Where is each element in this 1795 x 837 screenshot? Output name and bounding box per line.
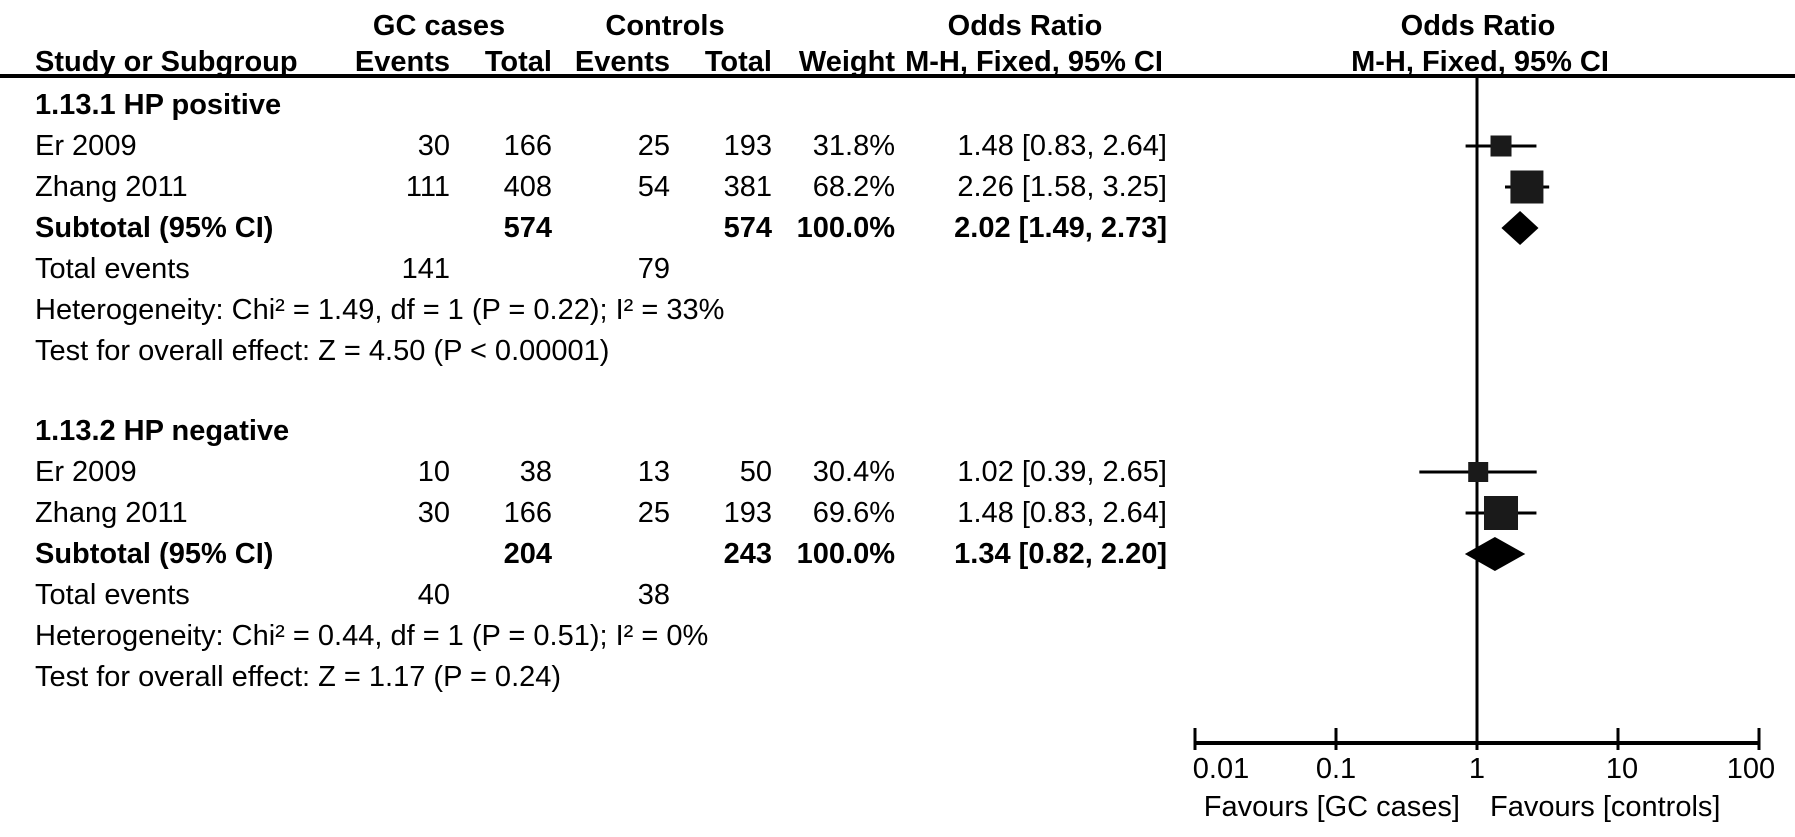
events2-cell: 25 — [637, 497, 670, 529]
events1-cell: 30 — [417, 497, 450, 529]
subtotal-label: Subtotal (95% CI) — [35, 212, 274, 244]
ci-text-cell: 2.26 [1.58, 3.25] — [957, 171, 1167, 203]
subtotal-weight: 100.0% — [796, 538, 895, 570]
events2-cell: 13 — [637, 456, 670, 488]
subtotal-total2: 243 — [723, 538, 772, 570]
events1-cell: 30 — [417, 130, 450, 162]
subgroup-title: 1.13.2 HP negative — [35, 415, 290, 447]
study-row — [0, 167, 1795, 208]
subtotal-row — [0, 534, 1795, 575]
header-group2: Controls — [605, 10, 725, 42]
header-study: Study or Subgroup — [35, 46, 298, 78]
total2-cell: 381 — [723, 171, 772, 203]
total2-cell: 193 — [723, 130, 772, 162]
study-row — [0, 126, 1795, 167]
weight-cell: 68.2% — [812, 171, 895, 203]
study-row — [0, 452, 1795, 493]
total-events-value2: 79 — [637, 253, 670, 285]
header-total1: Total — [484, 46, 552, 78]
ci-text-cell: 1.02 [0.39, 2.65] — [957, 456, 1167, 488]
header-odds-ratio-column: Odds Ratio — [947, 10, 1103, 42]
subtotal-total2: 574 — [723, 212, 772, 244]
heterogeneity-row — [0, 290, 1795, 331]
header-weight: Weight — [798, 46, 895, 78]
x-tick-label: 1 — [1468, 753, 1486, 785]
subtotal-label: Subtotal (95% CI) — [35, 538, 274, 570]
x-tick-label: 0.1 — [1315, 753, 1357, 785]
weight-cell: 30.4% — [812, 456, 895, 488]
study-name: Er 2009 — [35, 456, 137, 488]
study-name: Zhang 2011 — [35, 497, 188, 529]
total-events-label: Total events — [35, 579, 190, 611]
total2-cell: 193 — [723, 497, 772, 529]
total-events-row — [0, 249, 1795, 290]
subgroup-title-row — [0, 85, 1795, 126]
header-events1: Events — [354, 46, 450, 78]
x-tick-label: 0.01 — [1192, 753, 1250, 785]
total1-cell: 408 — [503, 171, 552, 203]
ci-text-cell: 1.48 [0.83, 2.64] — [957, 130, 1167, 162]
total-events-row — [0, 575, 1795, 616]
total-events-label: Total events — [35, 253, 190, 285]
study-name: Zhang 2011 — [35, 171, 188, 203]
events2-cell: 54 — [637, 171, 670, 203]
subtotal-ci: 1.34 [0.82, 2.20] — [954, 538, 1167, 570]
subtotal-ci: 2.02 [1.49, 2.73] — [954, 212, 1167, 244]
events1-cell: 10 — [417, 456, 450, 488]
overall-effect-text: Test for overall effect: Z = 1.17 (P = 0.24) — [35, 661, 562, 693]
total-events-value1: 141 — [401, 253, 450, 285]
total2-cell: 50 — [739, 456, 772, 488]
x-tick-label: 100 — [1726, 753, 1776, 785]
favours-right-label: Favours [controls] — [1490, 791, 1721, 823]
heterogeneity-text: Heterogeneity: Chi² = 0.44, df = 1 (P = 0.51); I² = 0% — [35, 620, 709, 652]
weight-cell: 69.6% — [812, 497, 895, 529]
header-group1: GC cases — [372, 10, 506, 42]
header-ci-column: M-H, Fixed, 95% CI — [905, 46, 1163, 78]
events1-cell: 111 — [405, 171, 450, 203]
subgroup-title: 1.13.1 HP positive — [35, 89, 282, 121]
subtotal-total1: 574 — [503, 212, 552, 244]
heterogeneity-text: Heterogeneity: Chi² = 1.49, df = 1 (P = 0.22); I² = 33% — [35, 294, 725, 326]
events2-cell: 25 — [637, 130, 670, 162]
overall-effect-row — [0, 331, 1795, 372]
total1-cell: 38 — [519, 456, 552, 488]
overall-effect-row — [0, 657, 1795, 698]
total1-cell: 166 — [503, 497, 552, 529]
total-events-value1: 40 — [417, 579, 450, 611]
subtotal-row — [0, 208, 1795, 249]
overall-effect-text: Test for overall effect: Z = 4.50 (P < 0.00001) — [35, 335, 610, 367]
total1-cell: 166 — [503, 130, 552, 162]
study-name: Er 2009 — [35, 130, 137, 162]
study-row — [0, 493, 1795, 534]
ci-text-cell: 1.48 [0.83, 2.64] — [957, 497, 1167, 529]
header-total2: Total — [704, 46, 772, 78]
favours-left-label: Favours [GC cases] — [1203, 791, 1460, 823]
header-odds-ratio-plot: Odds Ratio — [1400, 10, 1556, 42]
subgroup-title-row — [0, 411, 1795, 452]
heterogeneity-row — [0, 616, 1795, 657]
header-ci-plot: M-H, Fixed, 95% CI — [1351, 46, 1609, 78]
x-tick-label: 10 — [1605, 753, 1639, 785]
total-events-value2: 38 — [637, 579, 670, 611]
subtotal-total1: 204 — [503, 538, 552, 570]
weight-cell: 31.8% — [812, 130, 895, 162]
subtotal-weight: 100.0% — [796, 212, 895, 244]
header-events2: Events — [574, 46, 670, 78]
